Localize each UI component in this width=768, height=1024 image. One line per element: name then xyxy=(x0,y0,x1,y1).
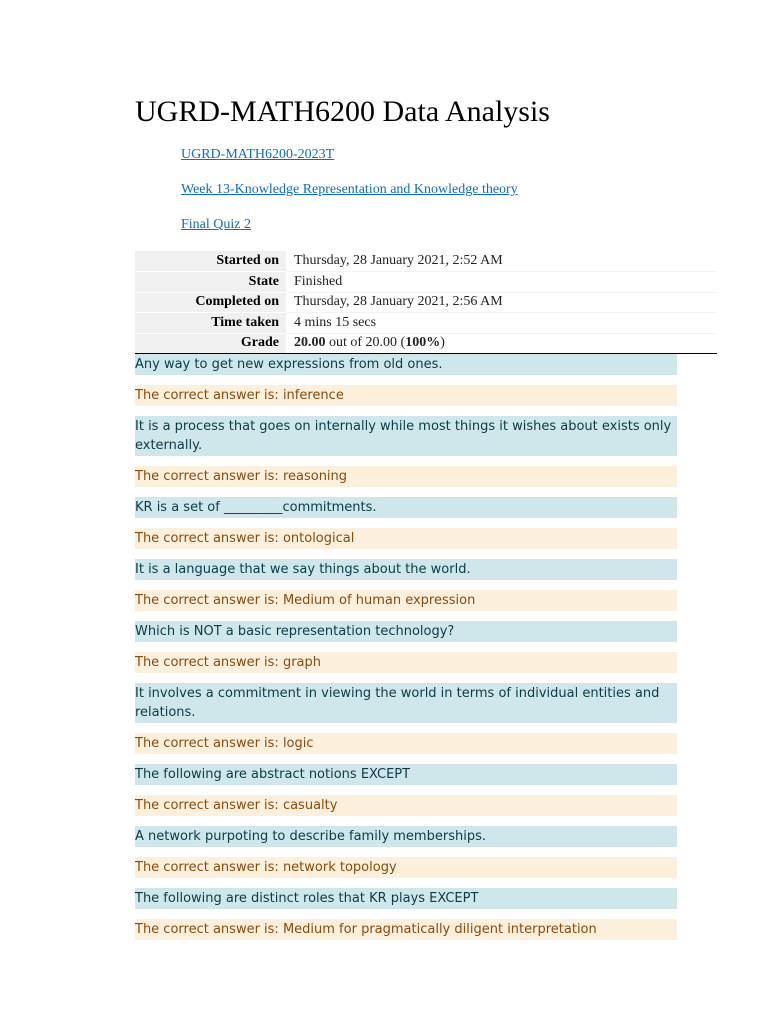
state-label: State xyxy=(135,272,286,293)
summary-row-state xyxy=(135,272,717,293)
correct-answer-text: The correct answer is: ontological xyxy=(135,528,677,549)
breadcrumb xyxy=(181,146,717,234)
correct-answer-text: The correct answer is: reasoning xyxy=(135,466,677,487)
question-answer-list xyxy=(135,354,677,940)
question-text: Which is NOT a basic representation technology? xyxy=(135,621,677,642)
question-text: It is a language that we say things about the world. xyxy=(135,559,677,580)
question-text: It involves a commitment in viewing the world in terms of individual entities and relations. xyxy=(135,683,677,723)
correct-answer-text: The correct answer is: Medium for pragmatically diligent interpretation xyxy=(135,919,677,940)
grade-score: 20.00 xyxy=(294,335,326,351)
question-text: The following are distinct roles that KR plays EXCEPT xyxy=(135,888,677,909)
correct-answer-text: The correct answer is: graph xyxy=(135,652,677,673)
breadcrumb-quiz-link[interactable]: Final Quiz 2 xyxy=(181,217,251,232)
summary-row-completed xyxy=(135,292,717,313)
question-text: The following are abstract notions EXCEPT xyxy=(135,764,677,785)
question-text: KR is a set of _________commitments. xyxy=(135,497,677,518)
grade-percent: 100% xyxy=(405,335,441,351)
started-on-label: Started on xyxy=(135,251,286,272)
summary-row-started xyxy=(135,251,717,272)
time-taken-value: 4 mins 15 secs xyxy=(286,313,717,334)
question-text: Any way to get new expressions from old ones. xyxy=(135,354,677,375)
attempt-summary-table xyxy=(135,251,717,354)
summary-row-grade xyxy=(135,333,717,354)
completed-on-value: Thursday, 28 January 2021, 2:56 AM xyxy=(286,292,717,313)
correct-answer-text: The correct answer is: network topology xyxy=(135,857,677,878)
completed-on-label: Completed on xyxy=(135,292,286,313)
question-text: A network purpoting to describe family memberships. xyxy=(135,826,677,847)
state-value: Finished xyxy=(286,272,717,293)
breadcrumb-course-link[interactable]: UGRD-MATH6200-2023T xyxy=(181,147,335,162)
grade-middle: out of 20.00 ( xyxy=(325,335,406,351)
question-text: It is a process that goes on internally while most things it wishes about exists only externally. xyxy=(135,416,677,456)
breadcrumb-week-link[interactable]: Week 13-Knowledge Representation and Knowledge theory xyxy=(181,182,518,197)
grade-label: Grade xyxy=(135,333,286,354)
correct-answer-text: The correct answer is: logic xyxy=(135,733,677,754)
page-title: UGRD-MATH6200 Data Analysis xyxy=(135,95,550,128)
quiz-review-page xyxy=(135,92,717,950)
correct-answer-text: The correct answer is: Medium of human expression xyxy=(135,590,677,611)
correct-answer-text: The correct answer is: inference xyxy=(135,385,677,406)
started-on-value: Thursday, 28 January 2021, 2:52 AM xyxy=(286,251,717,272)
correct-answer-text: The correct answer is: casualty xyxy=(135,795,677,816)
grade-close: ) xyxy=(440,335,445,351)
time-taken-label: Time taken xyxy=(135,313,286,334)
grade-value xyxy=(286,333,717,354)
summary-row-time xyxy=(135,313,717,334)
